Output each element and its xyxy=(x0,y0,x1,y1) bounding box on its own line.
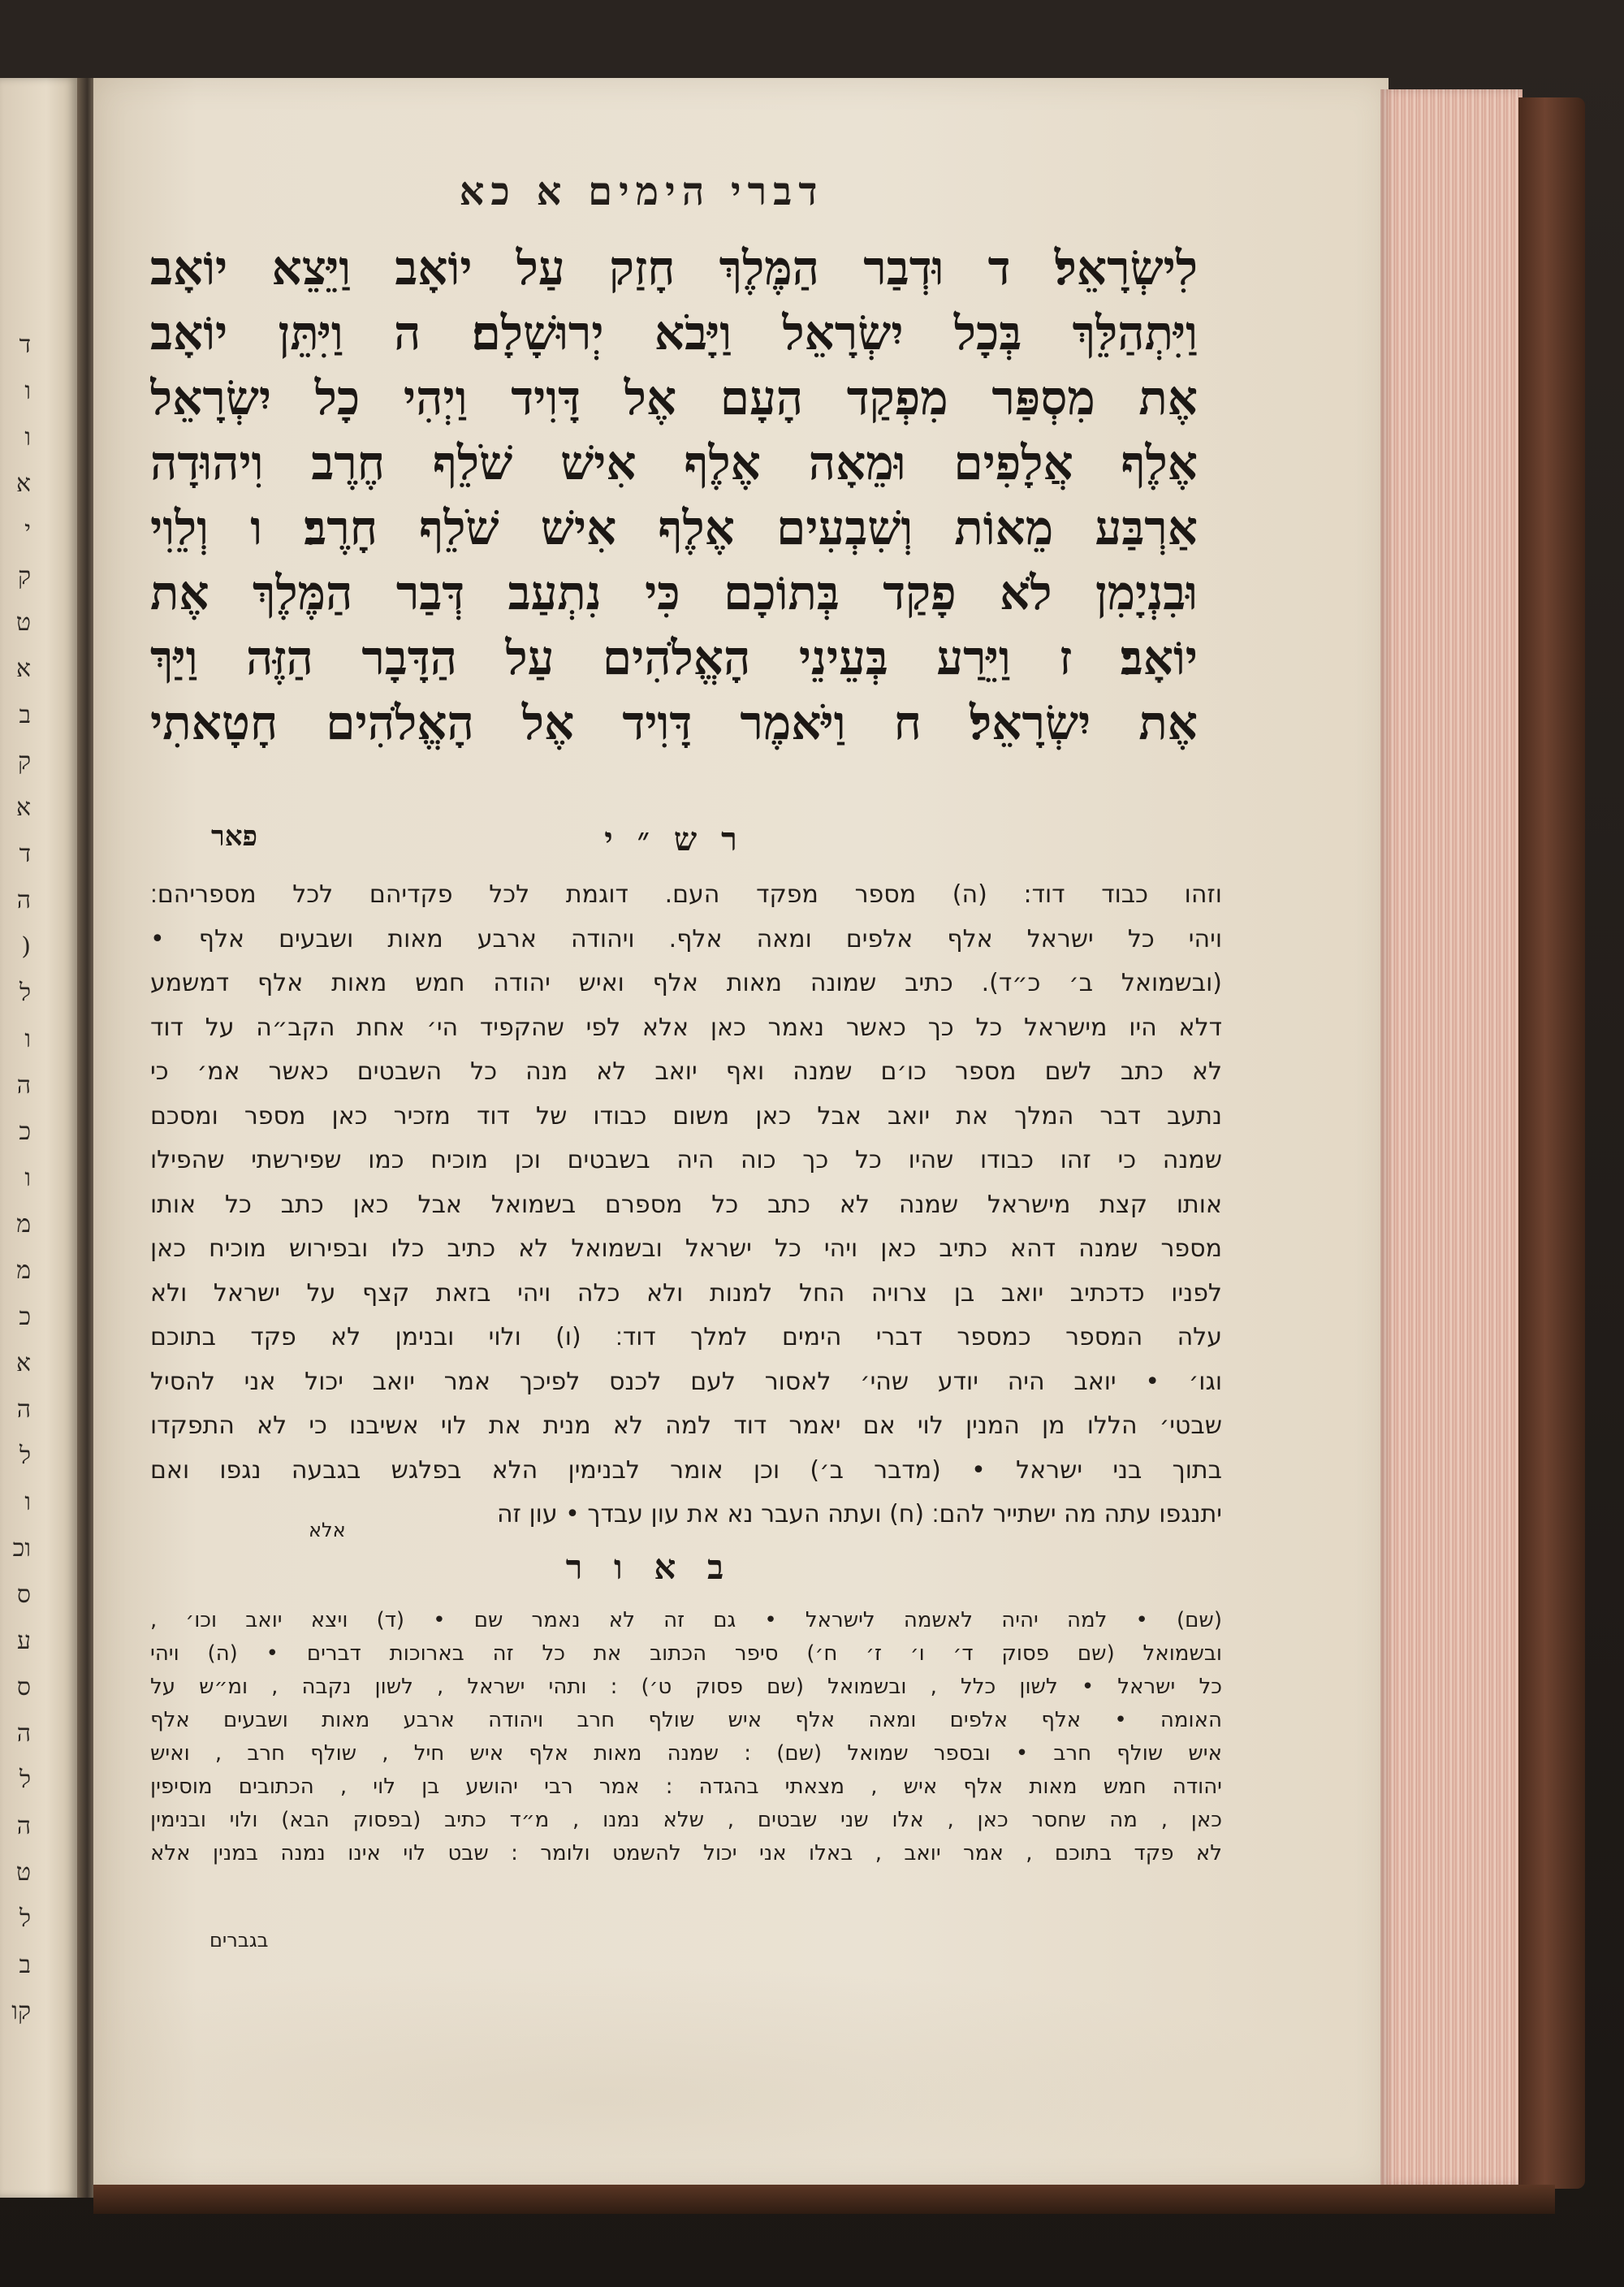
left-fragment: ה xyxy=(16,1812,31,1840)
left-fragment: ל xyxy=(19,1904,31,1933)
beur-line: איש שולף חרב • ובספר שמואל (שם) : שמנה מאות אלף איש חיל , שולף חרב , ואיש xyxy=(150,1741,1222,1766)
beur-line: לא פקד בתוכם , אמר יואב , באלו אני יכול להשמט ולומר : שבט לוי אינו נמנה במנין אלא xyxy=(150,1841,1222,1865)
left-fragment: וכ xyxy=(12,1534,31,1563)
left-fragment: ב xyxy=(19,701,31,729)
left-fragment: ד xyxy=(19,331,31,359)
scripture-line: לִישְׂרָאֵל׃ ד וּדְבַר הַמֶּלֶךְ חָזַק עַל יוֹאָב וַיֵּצֵא יוֹאָב xyxy=(150,240,1198,296)
left-fragment: מ xyxy=(16,1210,31,1239)
scripture-line: אֶלֶף אֲלָפִים וּמֵאָה אֶלֶף אִישׁ שֹׁלֵף חֶרֶב וִיהוּדָה xyxy=(150,435,1198,491)
left-fragment: ה xyxy=(16,1071,31,1100)
left-fragment: ה xyxy=(16,1719,31,1748)
beur-line: כל ישראל • לשון כלל , ובשמואל (שם פסוק ט׳) : ותהי ישראל , לשון נקבה , ומ״ש על xyxy=(150,1675,1222,1699)
book-cover-edge xyxy=(1518,97,1585,2189)
beur-line: ובשמואל (שם פסוק ד׳ ו׳ ז׳ ח׳) סיפר הכתוב את כל זה בארוכות דברים • (ה) ויהי xyxy=(150,1641,1222,1666)
scripture-text-block xyxy=(150,236,1198,820)
left-fragment: ו xyxy=(24,1025,31,1053)
left-fragment: ו xyxy=(24,1488,31,1516)
left-fragment: ק xyxy=(17,562,31,590)
rashi-title: ר ש ״ י xyxy=(604,820,744,858)
left-fragment: מ xyxy=(16,1256,31,1285)
beur-line: כאן , מה שחסר כאן , אלו שני שבטים , שלא נמנו , מ״ד כתיב (בפסוק הבא) ולוי ובנימין xyxy=(150,1808,1222,1832)
rashi-bottom-catchword: אלא xyxy=(309,1519,346,1541)
left-fragment: ל xyxy=(19,1766,31,1794)
page-block-edges xyxy=(1380,89,1522,2185)
left-fragment: י xyxy=(24,516,31,544)
left-fragment: ל xyxy=(19,1442,31,1470)
beur-catchword: בגברים xyxy=(209,1929,269,1952)
rashi-line: לפניו כדכתיב יואב בן צרויה החל למנות ולא כלה ויהי בזאת קצף על ישראל ולא xyxy=(150,1278,1222,1308)
rashi-line: אותו קצת מישראל שמנה לא כתב כל מספרם בשמואל אבל כאן כתב כל אותו xyxy=(150,1190,1222,1219)
scripture-line: אֶת מִסְפַּר מִפְקַד הָעָם אֶל דָּוִיד וַיְהִי כָל יִשְׂרָאֵל xyxy=(150,370,1198,426)
beur-line: האומה • אלף אלפים ומאה אלף איש שולף חרב ויהודה ארבע מאות ושבעים אלף xyxy=(150,1708,1222,1732)
scripture-line: וַיִּתְהַלֵּךְ בְּכָל יִשְׂרָאֵל וַיָּבֹא יְרוּשָׁלָם׃ ה וַיִּתֵּן יוֹאָב xyxy=(150,305,1198,361)
left-fragment: ו xyxy=(24,423,31,452)
beur-line: (שם) • למה יהיה לאשמה לישראל • גם זה לא נאמר שם • (ד) ויצא יואב וכו׳ , xyxy=(150,1608,1222,1632)
rashi-line: מספר שמנה דהא כתיב כאן ויהי כל ישראל ובשמואל לא כתיב כלו ובפירוש מוכיח כאן xyxy=(150,1234,1222,1263)
beur-line: יהודה חמש מאות אלף איש , מצאתי בהגדה : אמר רבי יהושע בן לוי , הכתובים מוסיפין xyxy=(150,1775,1222,1799)
left-fragment: ט xyxy=(15,608,31,637)
rashi-header xyxy=(211,820,1137,861)
left-fragment: ה xyxy=(16,1395,31,1424)
rashi-line: נתעב דבר המלך את יואב אבל כאן משום כבודו של דוד מזכיר כאן מספר ומסכם xyxy=(150,1101,1222,1131)
rashi-line: וגו׳ • יואב היה יודע שהי׳ לאסור לעם לכנס לפיכך אמר יואב יכול אני להסיל xyxy=(150,1367,1222,1396)
rashi-line: עלה המספר כמספר דברי הימים למלך דוד׃ (ו) ולוי ובנימן לא פקד בתוכם xyxy=(150,1323,1222,1351)
rashi-line: (ובשמואל ב׳ כ״ד). כתיב שמונה מאות אלף ואיש יהודה חמש מאות אלף דמשמע xyxy=(150,969,1222,997)
left-fragment: ו xyxy=(24,1164,31,1192)
left-fragment: ס xyxy=(16,1673,31,1701)
rashi-line: שבטי׳ הללו מן המנין לוי אם יאמר דוד למה לא מנית את לוי אשיבנו כי לא התפקדו xyxy=(150,1412,1222,1440)
left-fragment: ס xyxy=(16,1580,31,1609)
left-fragment: קו xyxy=(11,1997,31,2025)
left-fragment: א xyxy=(15,1349,31,1377)
rashi-line: בתוך בני ישראל • (מדבר ב׳) וכן אומר לבנימין הלא בפלגש בגבעה נגפו ואם xyxy=(150,1455,1222,1485)
scripture-line: יוֹאָב׃ ז וַיֵּרַע בְּעֵינֵי הָאֱלֹהִים עַל הַדָּבָר הַזֶּה וַיַּךְ xyxy=(150,630,1198,685)
left-fragment: א xyxy=(15,793,31,822)
left-facing-page xyxy=(0,78,77,2198)
left-fragment: כ xyxy=(19,1118,31,1146)
left-fragment: א xyxy=(15,469,31,498)
paper-stain xyxy=(97,1965,1364,2185)
scripture-line: וּבִנְיָמִן לֹא פָקַד בְּתוֹכָם כִּי נִתְעַב דְּבַר הַמֶּלֶךְ אֶת xyxy=(150,565,1198,620)
rashi-line: ויהי כל ישראל אלף אלפים ומאה אלף. ויהודה ארבע מאות ושבעים אלף • xyxy=(150,924,1222,953)
beur-title: ב א ו ר xyxy=(565,1547,734,1587)
left-fragment: ל xyxy=(19,979,31,1007)
left-fragment: ט xyxy=(15,1858,31,1887)
beur-commentary xyxy=(150,1604,1222,1929)
scripture-line: אֶת יִשְׂרָאֵל׃ ח וַיֹּאמֶר דָּוִיד אֶל הָאֱלֹהִים חָטָאתִי xyxy=(150,695,1198,750)
left-fragment: ( xyxy=(21,932,31,961)
rashi-line: שמנה כי זהו כבודו שהיו כל כך כוה היה בשבטים וכן מוכיח כמו שפירשתי שהפילו xyxy=(150,1146,1222,1174)
rashi-catchword: פאר xyxy=(211,820,258,853)
left-fragment: ע xyxy=(17,1627,31,1655)
left-fragment: ה xyxy=(16,886,31,914)
rashi-line: וזהו כבוד דוד: (ה) מספר מפקד העם. דוגמת לכל פקדיהם לכל מספריהם׃ xyxy=(150,880,1222,909)
rashi-line: לא כתב לשם מספר כו׳ם שמנה ואף יואב לא מנה כל השבטים כאשר אמ׳ כי xyxy=(150,1057,1222,1086)
left-fragment: ו xyxy=(24,377,31,405)
book-cover-bottom xyxy=(93,2185,1555,2214)
rashi-line: יתנגפו עתה מה ישתייר להם׃ (ח) ועתה העבר נא את עון עבדך • עון זה xyxy=(496,1500,1222,1528)
running-head: דברי הימים א כא xyxy=(459,169,824,214)
scripture-line: אַרְבַּע מֵאוֹת וְשִׁבְעִים אֶלֶף אִישׁ שֹׁלֵף חָרֶב׃ ו וְלֵוִי xyxy=(150,500,1198,556)
rashi-line: דלא היו מישראל כל כך כאשר נאמר כאן אלא לפי שהקפיד הי׳ אחת הקב״ה על דוד xyxy=(150,1013,1222,1042)
left-fragment: ד xyxy=(19,840,31,868)
left-page-text-fragments xyxy=(0,322,31,2034)
left-fragment: ק xyxy=(17,747,31,776)
rashi-commentary xyxy=(150,873,1222,1528)
left-fragment: כ xyxy=(19,1303,31,1331)
left-fragment: א xyxy=(15,655,31,683)
left-fragment: ב xyxy=(19,1951,31,1979)
